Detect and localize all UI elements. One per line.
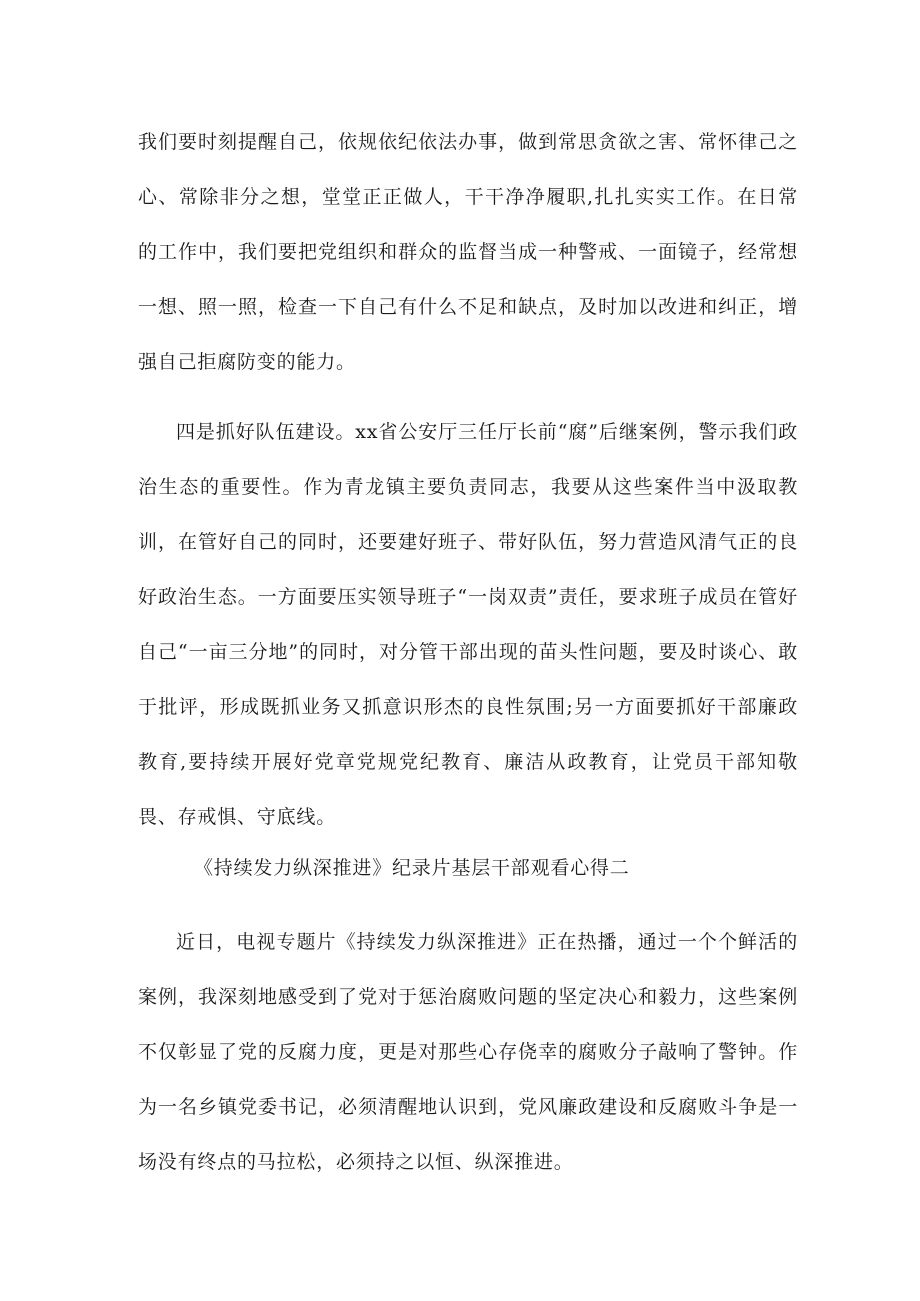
body-paragraph: 四是抓好队伍建设。xx省公安厅三任厅长前“腐”后继案例，警示我们政治生态的重要性。作为青龙镇主要负责同志，我要从这些案件当中汲取教训，在管好自己的同时，还要建好班子、带好队伍，努力营造风清气正的良好政治生态。一方面要压实领导班子“一岗双责”责任，要求班子成员在管好自己“一亩三分地”的同时，对分管干部出现的苗头性问题，要及时谈心、敢于批评，形成既抓业务又抓意识形杰的良性氛围;另一方面要抓好干部廉政教育,要持续开展好党章党规党纪教育、廉洁从政教育，让党员干部知敬畏、存戒惧、守底线。 [138, 421, 798, 828]
body-paragraph: 我们要时刻提醒自己，依规依纪依法办事，做到常思贪欲之害、常怀律己之心、常除非分之想，堂堂正正做人，干干净净履职,扎扎实实工作。在日常的工作中，我们要把党组织和群众的监督当成一种警戒、一面镜子，经常想一想、照一照，检查一下自己有什么不足和缺点，及时加以改进和纠正，增强自己拒腐防变的能力。 [138, 131, 798, 373]
section-heading: 《持续发力纵深推进》纪录片基层干部观看心得二 [194, 857, 630, 879]
body-paragraph: 近日，电视专题片《持续发力纵深推进》正在热播，通过一个个鲜活的案例，我深刻地感受到了党对于惩治腐败问题的坚定决心和毅力，这些案例不仅彰显了党的反腐力度，更是对那些心存侥幸的腐败分子敲响了警钟。作为一名乡镇党委书记，必须清醒地认识到，党风廉政建设和反腐败斗争是一场没有终点的马拉松，必须持之以恒、纵深推进。 [138, 931, 798, 1173]
